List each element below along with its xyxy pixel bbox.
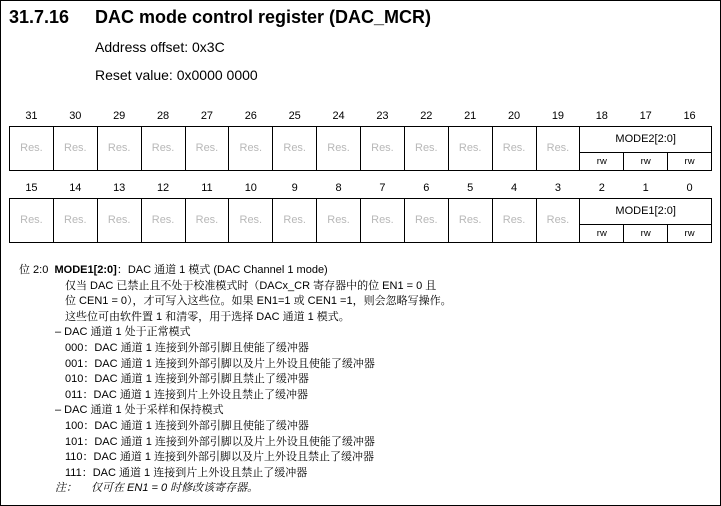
desc-line: 这些位可由软件置 1 和清零，用于选择 DAC 通道 1 模式。 xyxy=(65,310,350,323)
mode-line: 100：DAC 通道 1 连接到外部引脚且使能了缓冲器 xyxy=(65,419,309,432)
note xyxy=(19,481,452,497)
mode-line: 101：DAC 通道 1 连接到外部引脚以及片上外设且使能了缓冲器 xyxy=(65,435,375,448)
mode-line: 011：DAC 通道 1 连接到片上外设且禁止了缓冲器 xyxy=(65,388,309,401)
bit-number: 25 xyxy=(288,109,301,122)
reserved-cell: Res. xyxy=(361,126,405,170)
bit-number: 19 xyxy=(551,109,565,122)
reset-value: Reset value: 0x0000 0000 xyxy=(95,67,258,83)
mode-line: 010：DAC 通道 1 连接到外部引脚且禁止了缓冲器 xyxy=(65,373,309,386)
bit-number: 5 xyxy=(467,181,474,194)
reserved-cell: Res. xyxy=(185,126,229,170)
mode-line: 110：DAC 通道 1 连接到外部引脚以及片上外设且禁止了缓冲器 xyxy=(65,451,375,464)
desc-line: 仅当 DAC 已禁止且不处于校准模式时（DACx_CR 寄存器中的位 EN1 = 0 且 xyxy=(65,279,437,292)
access-cell: rw xyxy=(624,224,668,242)
section-title: DAC mode control register (DAC_MCR) xyxy=(95,7,432,27)
access-cell: rw xyxy=(668,152,712,170)
bit-number: 28 xyxy=(156,109,170,122)
field-row xyxy=(10,126,712,152)
bit-number: 10 xyxy=(244,181,257,194)
register-table-lower xyxy=(9,178,712,243)
bit-number: 7 xyxy=(379,181,386,194)
bit-number: 13 xyxy=(113,181,126,194)
reserved-cell: Res. xyxy=(273,198,317,242)
bit-number: 17 xyxy=(639,109,652,122)
reserved-cell: Res. xyxy=(97,126,141,170)
bit-number: 21 xyxy=(464,109,477,122)
bit-number-row xyxy=(10,106,712,126)
section-number: 31.7.16 xyxy=(9,7,70,27)
note-label: 注： xyxy=(55,482,77,495)
reserved-cell: Res. xyxy=(97,198,141,242)
reserved-cell: Res. xyxy=(10,198,54,242)
desc-line: 位 CEN1 = 0），才可写入这些位。如果 EN1=1 或 CEN1 =1，则会忽略写操作。 xyxy=(65,295,452,308)
reserved-cell: Res. xyxy=(10,126,54,170)
bit-number: 18 xyxy=(595,109,608,122)
reserved-cell: Res. xyxy=(536,198,580,242)
bit-description xyxy=(19,263,452,497)
reserved-cell: Res. xyxy=(317,126,361,170)
bit-number: 3 xyxy=(554,181,561,194)
reserved-cell: Res. xyxy=(448,126,492,170)
mode-line: 000：DAC 通道 1 连接到外部引脚且使能了缓冲器 xyxy=(65,341,309,354)
field-mode2: MODE2[2:0] xyxy=(580,126,712,152)
bit-number: 24 xyxy=(332,109,345,122)
field-summary: ：DAC 通道 1 模式 (DAC Channel 1 mode) xyxy=(116,264,328,276)
bit-number: 16 xyxy=(683,109,696,122)
access-cell: rw xyxy=(580,152,624,170)
address-offset: Address offset: 0x3C xyxy=(95,39,225,55)
field-mode1: MODE1[2:0] xyxy=(580,198,712,224)
bit-number: 4 xyxy=(511,181,518,194)
reserved-cell: Res. xyxy=(141,198,185,242)
reserved-cell: Res. xyxy=(229,126,273,170)
bit-number: 2 xyxy=(598,181,605,194)
bit-number: 12 xyxy=(156,181,170,194)
reserved-cell: Res. xyxy=(229,198,273,242)
group-heading-normal: – DAC 通道 1 处于正常模式 xyxy=(55,326,191,339)
bit-number: 27 xyxy=(200,109,214,122)
access-cell: rw xyxy=(668,224,712,242)
reserved-cell: Res. xyxy=(492,126,536,170)
reserved-cell: Res. xyxy=(317,198,361,242)
bit-number: 14 xyxy=(69,181,82,194)
bit-number: 0 xyxy=(686,181,693,194)
reserved-cell: Res. xyxy=(361,198,405,242)
reserved-cell: Res. xyxy=(273,126,317,170)
reserved-cell: Res. xyxy=(536,126,580,170)
reserved-cell: Res. xyxy=(53,198,97,242)
bit-number: 1 xyxy=(642,181,649,194)
bit-number: 26 xyxy=(244,109,257,122)
reserved-cell: Res. xyxy=(404,126,448,170)
bit-number: 9 xyxy=(291,181,298,194)
bit-number: 11 xyxy=(201,181,213,194)
reserved-cell: Res. xyxy=(185,198,229,242)
bit-number: 31 xyxy=(25,109,38,122)
bit-range: 位 2:0 xyxy=(19,264,49,276)
field-heading xyxy=(19,263,452,279)
bit-number: 20 xyxy=(507,109,521,122)
access-cell: rw xyxy=(580,224,624,242)
reserved-cell: Res. xyxy=(492,198,536,242)
bit-number: 15 xyxy=(25,181,38,194)
reserved-cell: Res. xyxy=(53,126,97,170)
bit-number: 22 xyxy=(420,109,433,122)
field-name: MODE1[2:0] xyxy=(54,264,117,276)
reserved-cell: Res. xyxy=(141,126,185,170)
mode-line: 001：DAC 通道 1 连接到外部引脚以及片上外设且使能了缓冲器 xyxy=(65,357,375,370)
field-row xyxy=(10,198,712,224)
reserved-cell: Res. xyxy=(448,198,492,242)
bit-number: 6 xyxy=(423,181,430,194)
bit-number: 8 xyxy=(335,181,342,194)
access-cell: rw xyxy=(624,152,668,170)
reserved-cell: Res. xyxy=(404,198,448,242)
bit-number: 30 xyxy=(69,109,82,122)
bit-number: 29 xyxy=(113,109,126,122)
note-text: 仅可在 EN1 = 0 时修改该寄存器。 xyxy=(91,482,259,495)
group-heading-sample-hold: – DAC 通道 1 处于采样和保持模式 xyxy=(55,404,224,417)
bit-number: 23 xyxy=(376,109,389,122)
mode-line: 111：DAC 通道 1 连接到片上外设且禁止了缓冲器 xyxy=(65,466,308,479)
bit-number-row xyxy=(10,178,712,198)
register-table-upper xyxy=(9,106,712,171)
